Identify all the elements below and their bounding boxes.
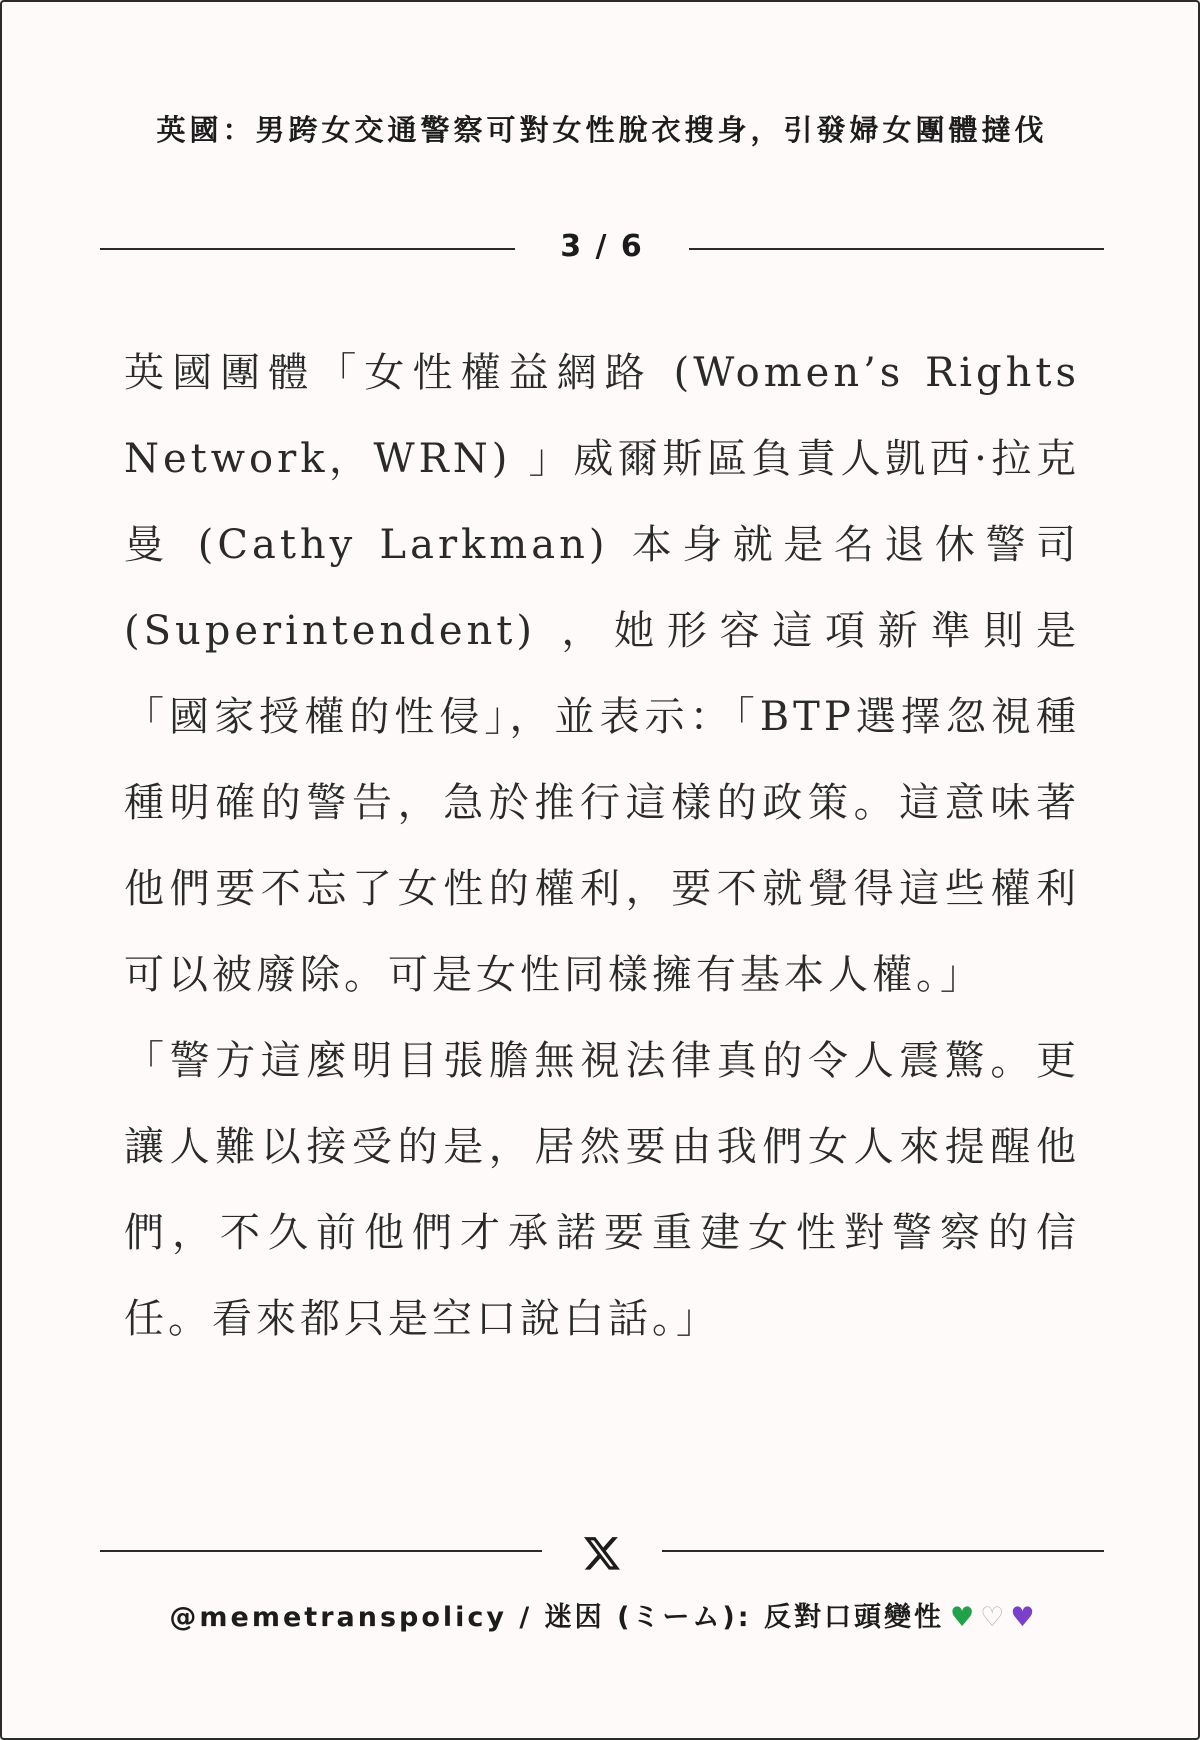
divider-left — [100, 248, 515, 250]
post-title: 英國：男跨女交通警察可對女性脫衣搜身，引發婦女團體撻伐 — [156, 113, 1048, 147]
footer-divider-right — [662, 1550, 1104, 1552]
green-heart-icon: ♥ — [949, 1602, 975, 1633]
paragraph: 「警方這麼明目張膽無視法律真的令人震驚。更讓人難以接受的是，居然要由我們女人來提醒他們，不久前他們才承諾要重建女性對警察的信任。看來都只是空口說白話。」 — [124, 1038, 1080, 1342]
account-credit: @memetranspolicy / 迷因 (ミーム): 反對口頭變性 — [169, 1602, 944, 1633]
purple-heart-icon: ♥ — [1010, 1602, 1035, 1633]
page-indicator: 3 / 6 — [560, 229, 644, 264]
x-logo-icon — [580, 1533, 624, 1573]
footer-credit — [62, 1598, 1142, 1638]
white-heart-icon: ♡ — [980, 1602, 1005, 1633]
article-body — [124, 330, 1080, 1362]
divider-right — [689, 248, 1104, 250]
footer-divider-left — [100, 1550, 542, 1552]
paragraph: 英國團體「女性權益網路 (Women’s Rights Network，WRN) 」威爾斯區負責人凱西·拉克曼 (Cathy Larkman) 本身就是名退休警司 (Superintendent) ，她形容這項新準則是「國家授權的性侵」，並表示：「BTP選擇忽視種種明確的警告，急於推行這樣的政策。這意味著他們要不忘了女性的權利，要不就覺得這些權利可以被廢除。可是女性同樣擁有基本人權。」 — [124, 350, 1080, 998]
